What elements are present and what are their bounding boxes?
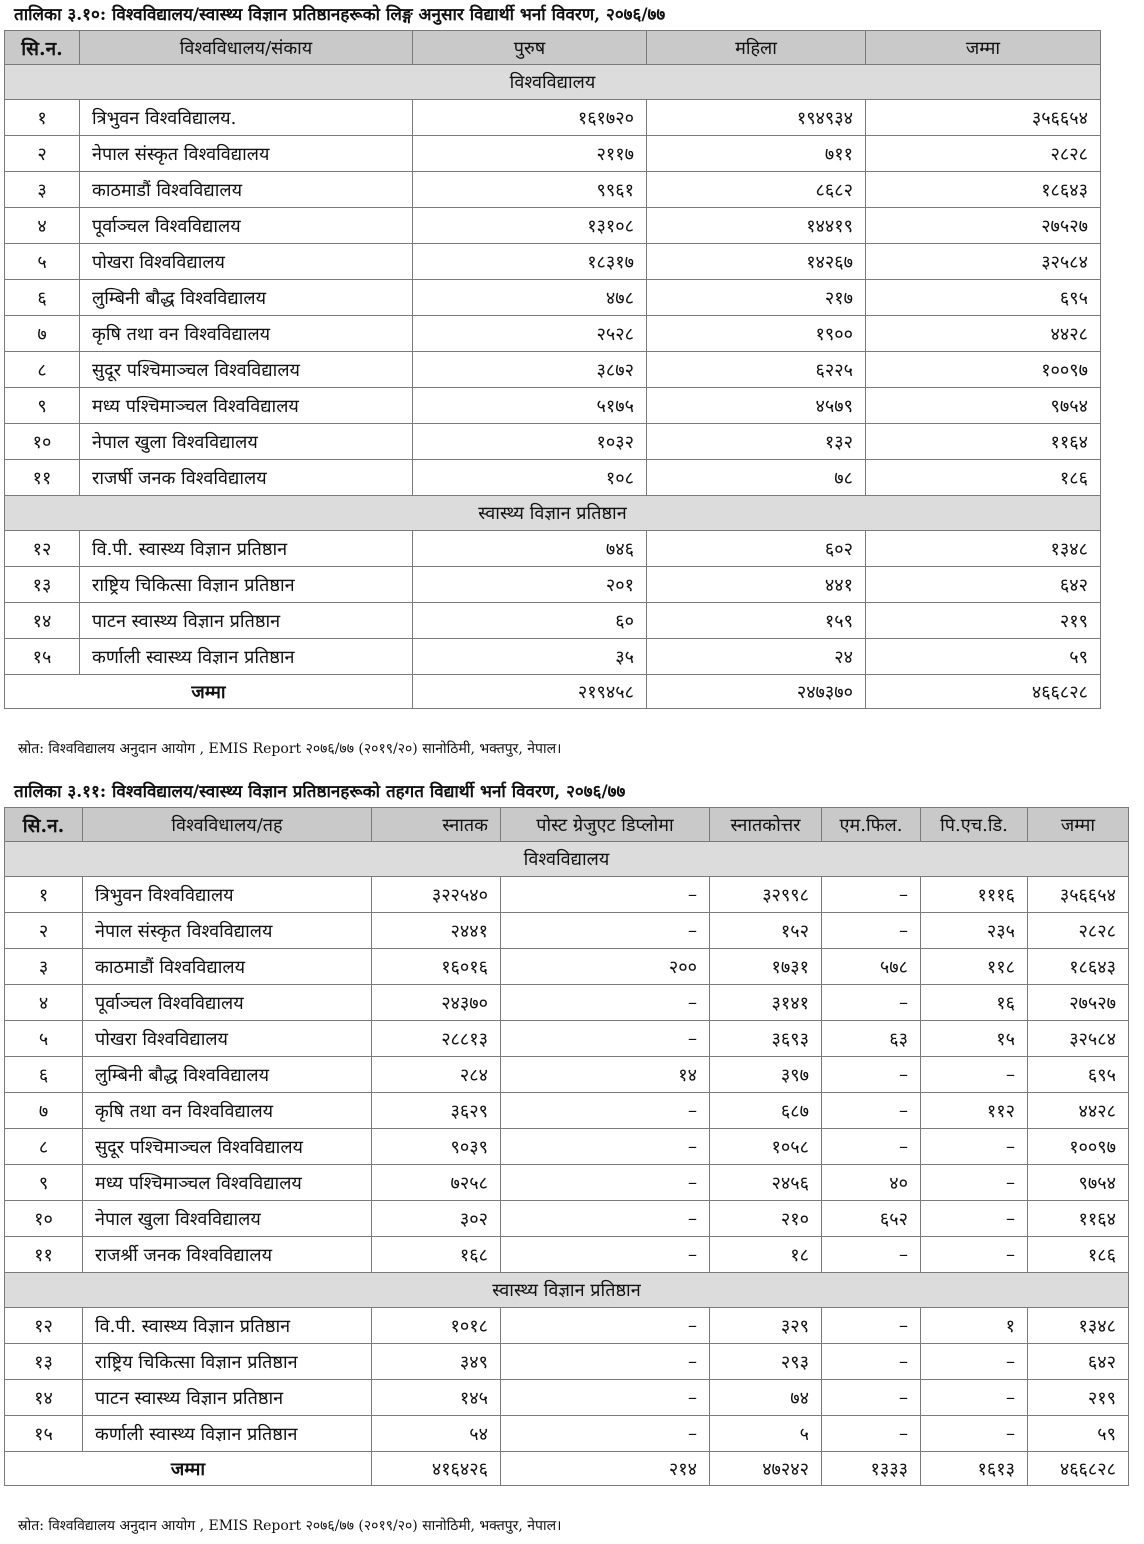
value-cell: १७३१	[710, 949, 822, 985]
serial-cell: १	[5, 100, 80, 136]
value-cell: ३२९९८	[710, 877, 822, 913]
value-cell: ४४१	[647, 567, 866, 603]
serial-cell: १४	[5, 1380, 83, 1416]
value-cell: २००	[501, 949, 710, 985]
value-cell: ७४६	[413, 531, 647, 567]
institution-cell: सुदूर पश्चिमाञ्चल विश्वविद्यालय	[80, 352, 413, 388]
value-cell: २५२८	[413, 316, 647, 352]
value-cell: २८२८	[866, 136, 1101, 172]
institution-cell: वि.पी. स्वास्थ्य विज्ञान प्रतिष्ठान	[83, 1308, 372, 1344]
total-label: जम्मा	[5, 1452, 372, 1486]
value-cell: –	[822, 1237, 921, 1273]
value-cell: ६०२	[647, 531, 866, 567]
table-row	[5, 1416, 1129, 1452]
serial-cell: १५	[5, 639, 80, 675]
value-cell: ६५२	[822, 1201, 921, 1237]
value-cell: ९९६१	[413, 172, 647, 208]
value-cell: ५७८	[822, 949, 921, 985]
table-row	[5, 172, 1101, 208]
serial-cell: ७	[5, 1093, 83, 1129]
col-header-pg-diploma: पोस्ट ग्रेजुएट डिप्लोमा	[501, 808, 710, 842]
value-cell: ४५७९	[647, 388, 866, 424]
table-row	[5, 208, 1101, 244]
table1-caption: तालिका ३.१०: विश्वविद्यालय/स्वास्थ्य विज्ञान प्रतिष्ठानहरूको लिङ्ग अनुसार विद्यार्थी भर्ना विवरण, २०७६/७७	[14, 5, 666, 25]
value-cell: ५९	[866, 639, 1101, 675]
value-cell: १०१८	[372, 1308, 501, 1344]
table-row	[5, 1201, 1129, 1237]
value-cell: १३२	[647, 424, 866, 460]
institution-cell: राष्ट्रिय चिकित्सा विज्ञान प्रतिष्ठान	[80, 567, 413, 603]
value-cell: –	[822, 1093, 921, 1129]
table-row	[5, 1308, 1129, 1344]
institution-cell: सुदूर पश्चिमाञ्चल विश्वविद्यालय	[83, 1129, 372, 1165]
value-cell: ११६४	[1028, 1201, 1129, 1237]
serial-cell: ३	[5, 172, 80, 208]
table2-header-row	[5, 808, 1129, 842]
value-cell: ९७५४	[866, 388, 1101, 424]
value-cell: १००९७	[866, 352, 1101, 388]
value-cell: ४०	[822, 1165, 921, 1201]
section-row-health	[5, 1273, 1129, 1308]
value-cell: ५१७५	[413, 388, 647, 424]
table-row	[5, 136, 1101, 172]
table-row	[5, 985, 1129, 1021]
value-cell: १६	[921, 985, 1028, 1021]
col-header-serial: सि.न.	[5, 31, 80, 65]
serial-cell: १४	[5, 603, 80, 639]
col-header-university: विश्वविधालय/तह	[83, 808, 372, 842]
value-cell: ११६४	[866, 424, 1101, 460]
value-cell: ११८	[921, 949, 1028, 985]
value-cell: ३१४१	[710, 985, 822, 1021]
value-cell: –	[822, 1308, 921, 1344]
value-cell: १४५	[372, 1380, 501, 1416]
table2-source-note: स्रोत: विश्वविद्यालय अनुदान आयोग , EMIS Report २०७६/७७ (२०१९/२०) सानोठिमी, भक्तपुर, नेपाल।	[18, 1518, 562, 1534]
value-cell: –	[921, 1165, 1028, 1201]
value-cell: –	[501, 877, 710, 913]
value-cell: ७११	[647, 136, 866, 172]
value-cell: –	[822, 985, 921, 1021]
institution-cell: त्रिभुवन विश्वविद्यालय	[83, 877, 372, 913]
serial-cell: १	[5, 877, 83, 913]
value-cell: ६३	[822, 1021, 921, 1057]
value-cell: ४७८	[413, 280, 647, 316]
table-row	[5, 1057, 1129, 1093]
value-cell: –	[501, 1093, 710, 1129]
value-cell: २४५६	[710, 1165, 822, 1201]
section-row-university	[5, 842, 1129, 877]
table2-caption: तालिका ३.११: विश्वविद्यालय/स्वास्थ्य विज्ञान प्रतिष्ठानहरूको तहगत विद्यार्थी भर्ना विवरण, २०७६/७७	[14, 782, 626, 802]
value-cell: –	[501, 1344, 710, 1380]
value-cell: –	[822, 1129, 921, 1165]
value-cell: –	[501, 985, 710, 1021]
table-row	[5, 1021, 1129, 1057]
value-cell: १०५८	[710, 1129, 822, 1165]
institution-cell: मध्य पश्चिमाञ्चल विश्वविद्यालय	[83, 1165, 372, 1201]
value-cell: २९३	[710, 1344, 822, 1380]
institution-cell: कृषि तथा वन विश्वविद्यालय	[80, 316, 413, 352]
value-cell: –	[501, 1021, 710, 1057]
value-cell: –	[501, 1201, 710, 1237]
value-cell: १११६	[921, 877, 1028, 913]
table-row	[5, 1344, 1129, 1380]
value-cell: २७५२७	[866, 208, 1101, 244]
serial-cell: ६	[5, 1057, 83, 1093]
value-cell: १०८	[413, 460, 647, 496]
value-cell: –	[501, 1129, 710, 1165]
serial-cell: ५	[5, 1021, 83, 1057]
value-cell: ३९७	[710, 1057, 822, 1093]
institution-cell: लुम्बिनी बौद्ध विश्वविद्यालय	[83, 1057, 372, 1093]
value-cell: –	[501, 1308, 710, 1344]
value-cell: ३०२	[372, 1201, 501, 1237]
value-cell: ३६९३	[710, 1021, 822, 1057]
table-row	[5, 1380, 1129, 1416]
value-cell: –	[921, 1344, 1028, 1380]
value-cell: २१७	[647, 280, 866, 316]
value-cell: १	[921, 1308, 1028, 1344]
value-cell: ३६२९	[372, 1093, 501, 1129]
institution-cell: राष्ट्रिय चिकित्सा विज्ञान प्रतिष्ठान	[83, 1344, 372, 1380]
table-row	[5, 244, 1101, 280]
value-cell: १८६	[866, 460, 1101, 496]
institution-cell: काठमाडौं विश्वविद्यालय	[83, 949, 372, 985]
table-row	[5, 1093, 1129, 1129]
institution-cell: पोखरा विश्वविद्यालय	[80, 244, 413, 280]
table1-header-row	[5, 31, 1101, 65]
value-cell: ६२२५	[647, 352, 866, 388]
col-header-bachelor: स्नातक	[372, 808, 501, 842]
enrollment-by-level-table	[4, 807, 1129, 1486]
serial-cell: ४	[5, 985, 83, 1021]
serial-cell: १०	[5, 424, 80, 460]
value-cell: –	[921, 1057, 1028, 1093]
table-row	[5, 1165, 1129, 1201]
table-row	[5, 949, 1129, 985]
institution-cell: पाटन स्वास्थ्य विज्ञान प्रतिष्ठान	[80, 603, 413, 639]
institution-cell: राजर्श्री जनक विश्वविद्यालय	[83, 1237, 372, 1273]
value-cell: १०३२	[413, 424, 647, 460]
total-value-cell: ४६६८२८	[1028, 1452, 1129, 1486]
total-value-cell: ४६६८२८	[866, 675, 1101, 709]
institution-cell: वि.पी. स्वास्थ्य विज्ञान प्रतिष्ठान	[80, 531, 413, 567]
serial-cell: ११	[5, 1237, 83, 1273]
total-row	[5, 1452, 1129, 1486]
value-cell: ४४२८	[866, 316, 1101, 352]
value-cell: ३२९	[710, 1308, 822, 1344]
value-cell: १४२६७	[647, 244, 866, 280]
serial-cell: ५	[5, 244, 80, 280]
institution-cell: नेपाल खुला विश्वविद्यालय	[80, 424, 413, 460]
value-cell: ६०	[413, 603, 647, 639]
serial-cell: ८	[5, 1129, 83, 1165]
col-header-master: स्नातकोत्तर	[710, 808, 822, 842]
institution-cell: मध्य पश्चिमाञ्चल विश्वविद्यालय	[80, 388, 413, 424]
table-row	[5, 460, 1101, 496]
col-header-mphil: एम.फिल.	[822, 808, 921, 842]
serial-cell: १५	[5, 1416, 83, 1452]
value-cell: २४३७०	[372, 985, 501, 1021]
value-cell: १३१०८	[413, 208, 647, 244]
value-cell: –	[822, 913, 921, 949]
value-cell: –	[822, 1344, 921, 1380]
col-header-total: जम्मा	[866, 31, 1101, 65]
serial-cell: ११	[5, 460, 80, 496]
institution-cell: नेपाल खुला विश्वविद्यालय	[83, 1201, 372, 1237]
section-label: विश्वविद्यालय	[5, 65, 1101, 100]
table1-source-note: स्रोत: विश्वविद्यालय अनुदान आयोग , EMIS Report २०७६/७७ (२०१९/२०) सानोठिमी, भक्तपुर, नेपाल।	[18, 741, 562, 757]
total-value-cell: २१४	[501, 1452, 710, 1486]
table-row	[5, 1129, 1129, 1165]
institution-cell: नेपाल संस्कृत विश्वविद्यालय	[80, 136, 413, 172]
serial-cell: १२	[5, 1308, 83, 1344]
table-row	[5, 424, 1101, 460]
value-cell: २१९	[1028, 1380, 1129, 1416]
value-cell: ३४९	[372, 1344, 501, 1380]
serial-cell: ६	[5, 280, 80, 316]
table-row	[5, 877, 1129, 913]
value-cell: ६४२	[866, 567, 1101, 603]
value-cell: १८३१७	[413, 244, 647, 280]
col-header-female: महिला	[647, 31, 866, 65]
serial-cell: ४	[5, 208, 80, 244]
col-header-total: जम्मा	[1028, 808, 1129, 842]
value-cell: –	[921, 1237, 1028, 1273]
total-value-cell: २१९४५८	[413, 675, 647, 709]
value-cell: २४४१	[372, 913, 501, 949]
value-cell: –	[501, 1416, 710, 1452]
total-label: जम्मा	[5, 675, 413, 709]
institution-cell: त्रिभुवन विश्वविद्यालय.	[80, 100, 413, 136]
institution-cell: पूर्वाञ्चल विश्वविद्यालय	[80, 208, 413, 244]
section-row-health	[5, 496, 1101, 531]
value-cell: ३२५८४	[866, 244, 1101, 280]
value-cell: १८६	[1028, 1237, 1129, 1273]
value-cell: २०१	[413, 567, 647, 603]
serial-cell: ७	[5, 316, 80, 352]
value-cell: ३५	[413, 639, 647, 675]
section-label: विश्वविद्यालय	[5, 842, 1129, 877]
table-row	[5, 913, 1129, 949]
value-cell: ३२२५४०	[372, 877, 501, 913]
serial-cell: ८	[5, 352, 80, 388]
serial-cell: ३	[5, 949, 83, 985]
value-cell: ९७५४	[1028, 1165, 1129, 1201]
section-label: स्वास्थ्य विज्ञान प्रतिष्ठान	[5, 496, 1101, 531]
value-cell: ९०३९	[372, 1129, 501, 1165]
table-row	[5, 1237, 1129, 1273]
value-cell: ७४	[710, 1380, 822, 1416]
value-cell: –	[921, 1380, 1028, 1416]
institution-cell: नेपाल संस्कृत विश्वविद्यालय	[83, 913, 372, 949]
serial-cell: २	[5, 136, 80, 172]
value-cell: ५	[710, 1416, 822, 1452]
value-cell: ६९५	[866, 280, 1101, 316]
institution-cell: पोखरा विश्वविद्यालय	[83, 1021, 372, 1057]
section-label: स्वास्थ्य विज्ञान प्रतिष्ठान	[5, 1273, 1129, 1308]
value-cell: –	[822, 1380, 921, 1416]
value-cell: ४४२८	[1028, 1093, 1129, 1129]
table-row	[5, 100, 1101, 136]
total-value-cell: १३३३	[822, 1452, 921, 1486]
value-cell: ३२५८४	[1028, 1021, 1129, 1057]
value-cell: –	[501, 913, 710, 949]
value-cell: १९४९३४	[647, 100, 866, 136]
value-cell: ८६८२	[647, 172, 866, 208]
value-cell: २११७	[413, 136, 647, 172]
value-cell: १८	[710, 1237, 822, 1273]
value-cell: –	[921, 1201, 1028, 1237]
value-cell: ७८	[647, 460, 866, 496]
col-header-male: पुरुष	[413, 31, 647, 65]
value-cell: १५२	[710, 913, 822, 949]
serial-cell: ९	[5, 388, 80, 424]
total-value-cell: ४१६४२६	[372, 1452, 501, 1486]
value-cell: ६८७	[710, 1093, 822, 1129]
table-row	[5, 531, 1101, 567]
value-cell: २४	[647, 639, 866, 675]
value-cell: ६४२	[1028, 1344, 1129, 1380]
value-cell: ६९५	[1028, 1057, 1129, 1093]
serial-cell: २	[5, 913, 83, 949]
institution-cell: काठमाडौं विश्वविद्यालय	[80, 172, 413, 208]
value-cell: १४४१९	[647, 208, 866, 244]
value-cell: १८६४३	[866, 172, 1101, 208]
value-cell: १३४८	[1028, 1308, 1129, 1344]
value-cell: २८८१३	[372, 1021, 501, 1057]
institution-cell: कर्णाली स्वास्थ्य विज्ञान प्रतिष्ठान	[80, 639, 413, 675]
value-cell: १४	[501, 1057, 710, 1093]
institution-cell: कर्णाली स्वास्थ्य विज्ञान प्रतिष्ठान	[83, 1416, 372, 1452]
institution-cell: राजर्षी जनक विश्वविद्यालय	[80, 460, 413, 496]
total-row	[5, 675, 1101, 709]
serial-cell: १३	[5, 1344, 83, 1380]
serial-cell: १३	[5, 567, 80, 603]
value-cell: २३५	[921, 913, 1028, 949]
value-cell: ३५६६५४	[866, 100, 1101, 136]
value-cell: –	[822, 1416, 921, 1452]
table-row	[5, 639, 1101, 675]
value-cell: १००९७	[1028, 1129, 1129, 1165]
value-cell: १५	[921, 1021, 1028, 1057]
value-cell: ७२५८	[372, 1165, 501, 1201]
value-cell: ३५६६५४	[1028, 877, 1129, 913]
value-cell: २८४	[372, 1057, 501, 1093]
table-row	[5, 280, 1101, 316]
institution-cell: पाटन स्वास्थ्य विज्ञान प्रतिष्ठान	[83, 1380, 372, 1416]
institution-cell: कृषि तथा वन विश्वविद्यालय	[83, 1093, 372, 1129]
table-row	[5, 388, 1101, 424]
serial-cell: ९	[5, 1165, 83, 1201]
value-cell: –	[501, 1165, 710, 1201]
value-cell: १६०१६	[372, 949, 501, 985]
table-row	[5, 603, 1101, 639]
total-value-cell: २४७३७०	[647, 675, 866, 709]
value-cell: –	[921, 1129, 1028, 1165]
value-cell: १९००	[647, 316, 866, 352]
value-cell: २८२८	[1028, 913, 1129, 949]
value-cell: –	[822, 877, 921, 913]
value-cell: –	[822, 1057, 921, 1093]
value-cell: –	[501, 1237, 710, 1273]
enrollment-by-gender-table	[4, 30, 1101, 709]
value-cell: १६१७२०	[413, 100, 647, 136]
institution-cell: लुम्बिनी बौद्ध विश्वविद्यालय	[80, 280, 413, 316]
table-row	[5, 352, 1101, 388]
institution-cell: पूर्वाञ्चल विश्वविद्यालय	[83, 985, 372, 1021]
serial-cell: १०	[5, 1201, 83, 1237]
value-cell: २१०	[710, 1201, 822, 1237]
total-value-cell: ४७२४२	[710, 1452, 822, 1486]
value-cell: १६८	[372, 1237, 501, 1273]
table-row	[5, 316, 1101, 352]
value-cell: ५९	[1028, 1416, 1129, 1452]
table-row	[5, 567, 1101, 603]
value-cell: ३८७२	[413, 352, 647, 388]
col-header-serial: सि.न.	[5, 808, 83, 842]
value-cell: –	[501, 1380, 710, 1416]
value-cell: –	[921, 1416, 1028, 1452]
value-cell: २७५२७	[1028, 985, 1129, 1021]
col-header-phd: पि.एच.डि.	[921, 808, 1028, 842]
total-value-cell: १६१३	[921, 1452, 1028, 1486]
value-cell: २१९	[866, 603, 1101, 639]
serial-cell: १२	[5, 531, 80, 567]
value-cell: ११२	[921, 1093, 1028, 1129]
value-cell: १३४८	[866, 531, 1101, 567]
value-cell: १८६४३	[1028, 949, 1129, 985]
section-row-university	[5, 65, 1101, 100]
value-cell: १५९	[647, 603, 866, 639]
value-cell: ५४	[372, 1416, 501, 1452]
col-header-university: विश्वविधालय/संकाय	[80, 31, 413, 65]
